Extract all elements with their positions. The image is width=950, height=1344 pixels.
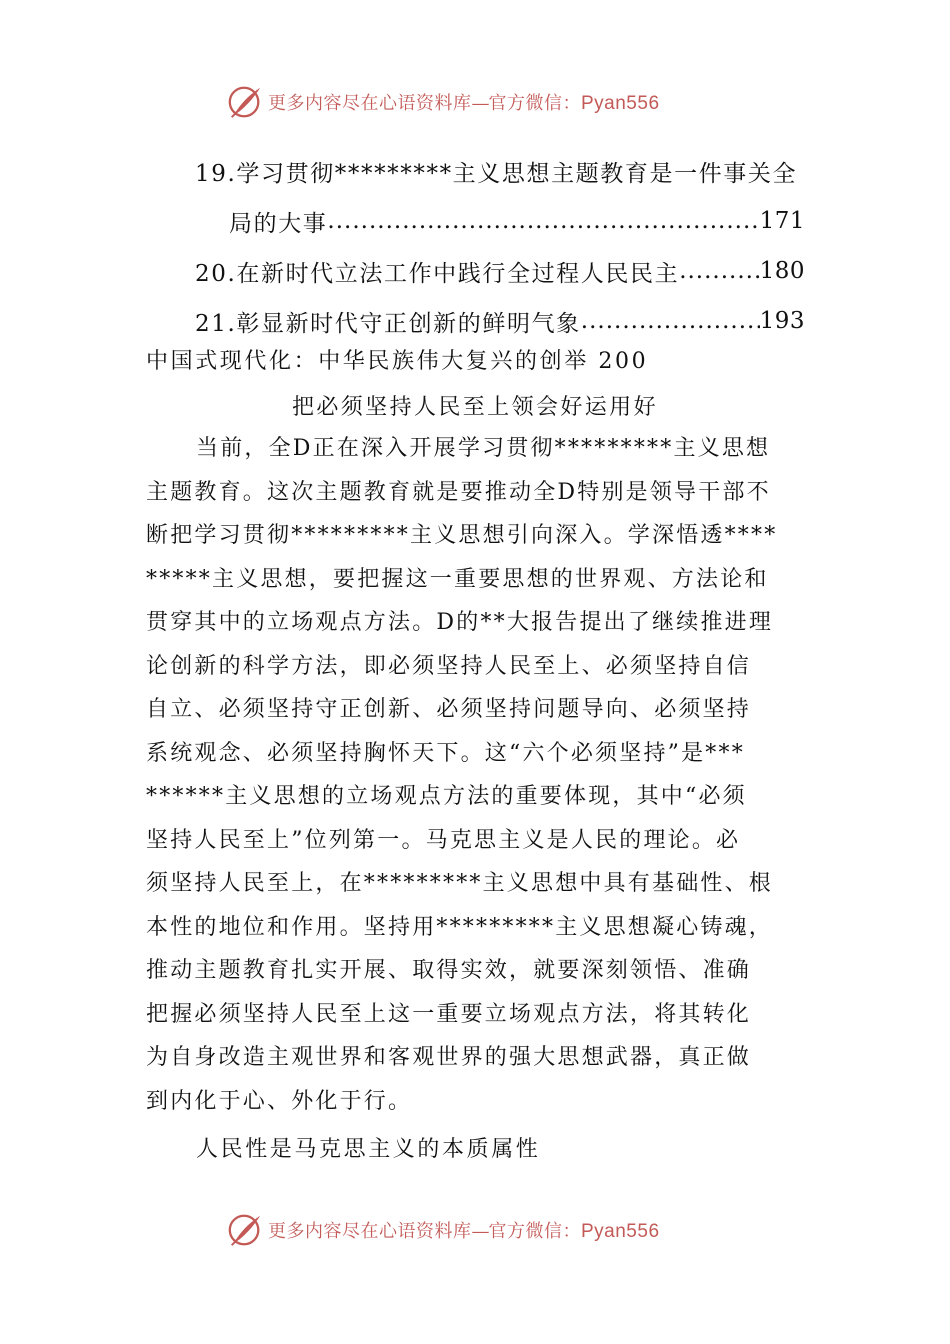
body-line: 贯穿其中的立场观点方法。D的**大报告提出了继续推进理 [146, 610, 774, 635]
toc-page-number: 171 [759, 208, 805, 234]
subheading: 人民性是马克思主义的本质属性 [196, 1137, 541, 1162]
body-line: 须坚持人民至上，在*********主义思想中具有基础性、根 [146, 871, 774, 896]
body-line: 自立、必须坚持守正创新、必须坚持问题导向、必须坚持 [146, 697, 752, 722]
banner-text: 更多内容尽在心语资料库—官方微信：Pyan556 [268, 1221, 660, 1242]
toc-entry-20: 20.在新时代立法工作中践行全过程人民民主 ..... 180 [195, 246, 805, 296]
footer-banner [226, 1210, 746, 1250]
section-heading: 中国式现代化：中华民族伟大复兴的创举 200 [146, 349, 649, 374]
body-line: 坚持人民至上”位列第一。马克思主义是人民的理论。必 [146, 827, 741, 853]
header-banner [226, 82, 746, 122]
body-line: ******主义思想的立场观点方法的重要体现，其中“必须 [146, 784, 747, 809]
body-line: 论创新的科学方法，即必须坚持人民至上、必须坚持自信 [146, 653, 752, 679]
body-line: 本性的地位和作用。坚持用*********主义思想凝心铸魂， [146, 914, 774, 940]
toc-entry-21: 21.彰显新时代守正创新的鲜明气象 ..... 193 [195, 296, 805, 346]
body-line: 断把学习贯彻*********主义思想引向深入。学深悟透**** [146, 523, 778, 548]
body-line: 推动主题教育扎实开展、取得实效，就要深刻领悟、准确 [146, 958, 752, 983]
toc-page-number: 180 [759, 258, 805, 284]
quill-logo-icon [226, 1211, 264, 1249]
quill-logo-icon [226, 83, 264, 121]
toc-page-number: 193 [759, 308, 805, 334]
toc-entry-19: 19.学习贯彻*********主义思想主题教育是一件事关全 [195, 160, 798, 187]
body-line: 主题教育。这次主题教育就是要推动全D特别是领导干部不 [146, 479, 771, 505]
body-line: 到内化于心、外化于行。 [146, 1088, 413, 1114]
toc-leader-dots [581, 308, 760, 334]
toc-entry-19-continued: 局的大事 ..... 171 [195, 196, 805, 246]
toc-list [195, 146, 805, 346]
toc-leader-dots [327, 208, 759, 234]
toc-leader-dots [679, 258, 759, 284]
banner-text: 更多内容尽在心语资料库—官方微信：Pyan556 [268, 93, 660, 114]
body-line: 把握必须坚持人民至上这一重要立场观点方法，将其转化 [146, 1001, 752, 1027]
body-line: 系统观念、必须坚持胸怀天下。这“六个必须坚持”是*** [146, 740, 745, 766]
body-line: *****主义思想，要把握这一重要思想的世界观、方法论和 [146, 566, 769, 592]
body-line: 为自身改造主观世界和客观世界的强大思想武器，真正做 [146, 1045, 752, 1070]
article-title: 把必须坚持人民至上领会好运用好 [291, 395, 658, 420]
article-body [146, 427, 806, 1123]
body-line: 当前，全D正在深入开展学习贯彻*********主义思想 [196, 436, 771, 461]
